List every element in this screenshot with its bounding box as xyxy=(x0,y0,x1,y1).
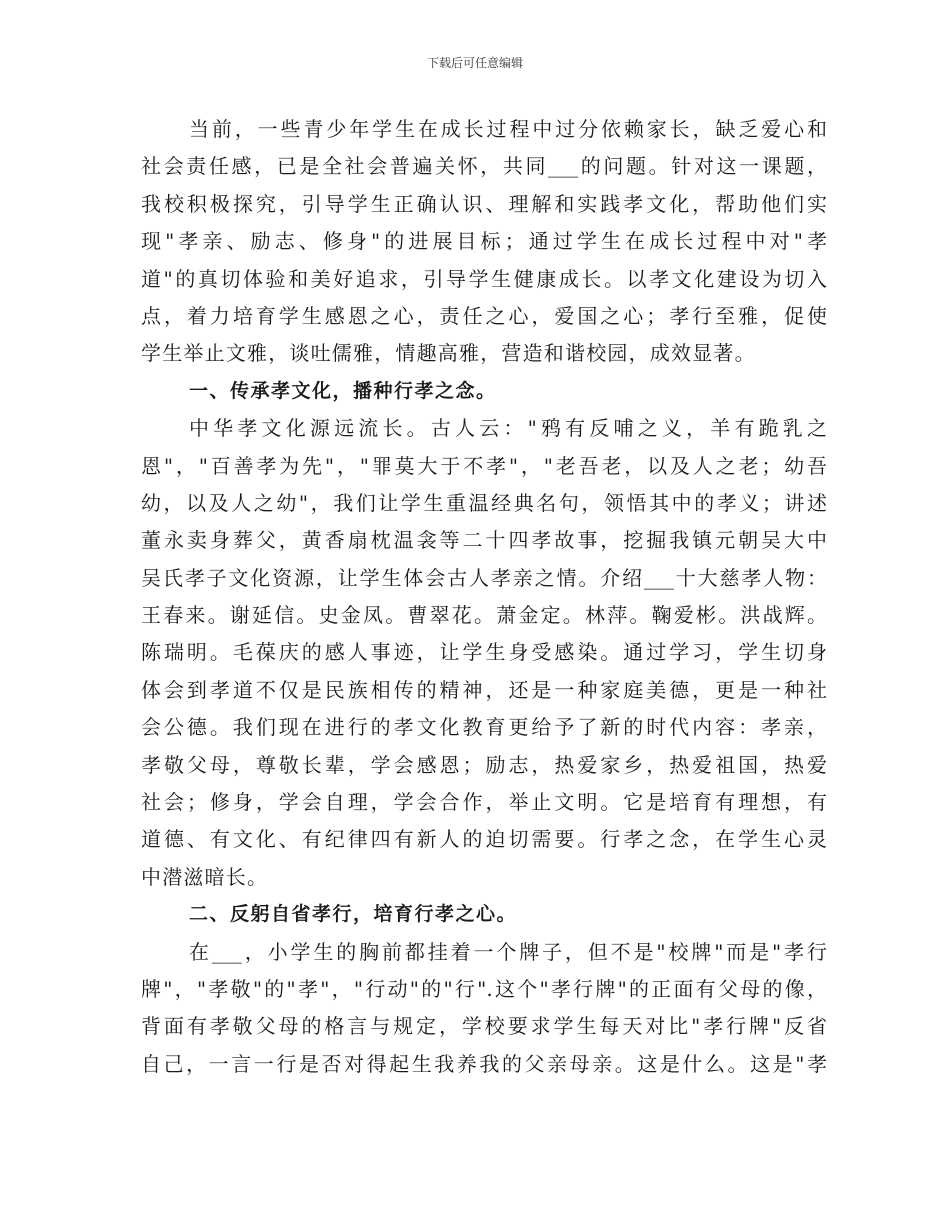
paragraph-line: 点，着力培育学生感恩之心，责任之心，爱国之心；孝行至雅，促使 xyxy=(141,303,827,328)
paragraph-line: 体会到孝道不仅是民族相传的精神，还是一种家庭美德，更是一种社 xyxy=(141,677,827,702)
paragraph-line: 社会责任感，已是全社会普遍关怀，共同___的问题。针对这一课题， xyxy=(141,154,827,179)
paragraph-line: 社会；修身，学会自理，学会合作，举止文明。它是培育有理想，有 xyxy=(141,790,827,815)
paragraph-line: 吴氏孝子文化资源，让学生体会古人孝亲之情。介绍___十大慈孝人物： xyxy=(141,565,827,590)
section-heading: 二、反躬自省孝行，培育行孝之心。 xyxy=(189,903,518,926)
paragraph-line: 学生举止文雅，谈吐儒雅，情趣高雅，营造和谐校园，成效显著。 xyxy=(141,341,756,366)
paragraph-line: 当前，一些青少年学生在成长过程中过分依赖家长，缺乏爱心和 xyxy=(189,117,827,141)
paragraph-line: 王春来。谢延信。史金凤。曹翠花。萧金定。林萍。鞠爱彬。洪战辉。 xyxy=(141,603,827,628)
paragraph-line: 道德、有文化、有纪律四有新人的迫切需要。行孝之念，在学生心灵 xyxy=(141,827,827,852)
page-header: 下载后可任意编辑 xyxy=(426,56,523,70)
paragraph-line: 幼，以及人之幼"，我们让学生重温经典名句，领悟其中的孝义；讲述 xyxy=(141,490,827,515)
paragraph-line: 恩"，"百善孝为先"，"罪莫大于不孝"，"老吾老，以及人之老；幼吾 xyxy=(141,453,827,478)
paragraph-line: 董永卖身葬父，黄香扇枕温衾等二十四孝故事，挖掘我镇元朝吴大中 xyxy=(141,528,827,553)
document-body xyxy=(141,111,827,1083)
paragraph-line: 会公德。我们现在进行的孝文化教育更给予了新的时代内容：孝亲， xyxy=(141,715,827,740)
paragraph-line: 牌"，"孝敬"的"孝"，"行动"的"行".这个"孝行牌"的正面有父母的像， xyxy=(141,976,827,1001)
paragraph-line: 孝敬父母，尊敬长辈，学会感恩；励志，热爱家乡，热爱祖国，热爱 xyxy=(141,752,827,777)
paragraph-line: 中潜滋暗长。 xyxy=(141,864,269,889)
paragraph-line: 在___，小学生的胸前都挂着一个牌子，但不是"校牌"而是"孝行 xyxy=(189,939,827,964)
paragraph-line: 背面有孝敬父母的格言与规定，学校要求学生每天对比"孝行牌"反省 xyxy=(141,1014,827,1039)
paragraph-line: 陈瑞明。毛葆庆的感人事迹，让学生身受感染。通过学习，学生切身 xyxy=(141,640,827,665)
paragraph-line: 现"孝亲、励志、修身"的进展目标；通过学生在成长过程中对"孝 xyxy=(141,229,827,254)
paragraph-line: 中华孝文化源远流长。古人云："鸦有反哺之义，羊有跪乳之 xyxy=(189,416,827,441)
paragraph-line: 道"的真切体验和美好追求，引导学生健康成长。以孝文化建设为切入 xyxy=(141,266,827,291)
section-heading: 一、传承孝文化，播种行孝之念。 xyxy=(189,379,497,402)
paragraph-line: 我校积极探究，引导学生正确认识、理解和实践孝文化，帮助他们实 xyxy=(141,191,827,216)
paragraph-line: 自己，一言一行是否对得起生我养我的父亲母亲。这是什么。这是"孝 xyxy=(141,1051,827,1076)
